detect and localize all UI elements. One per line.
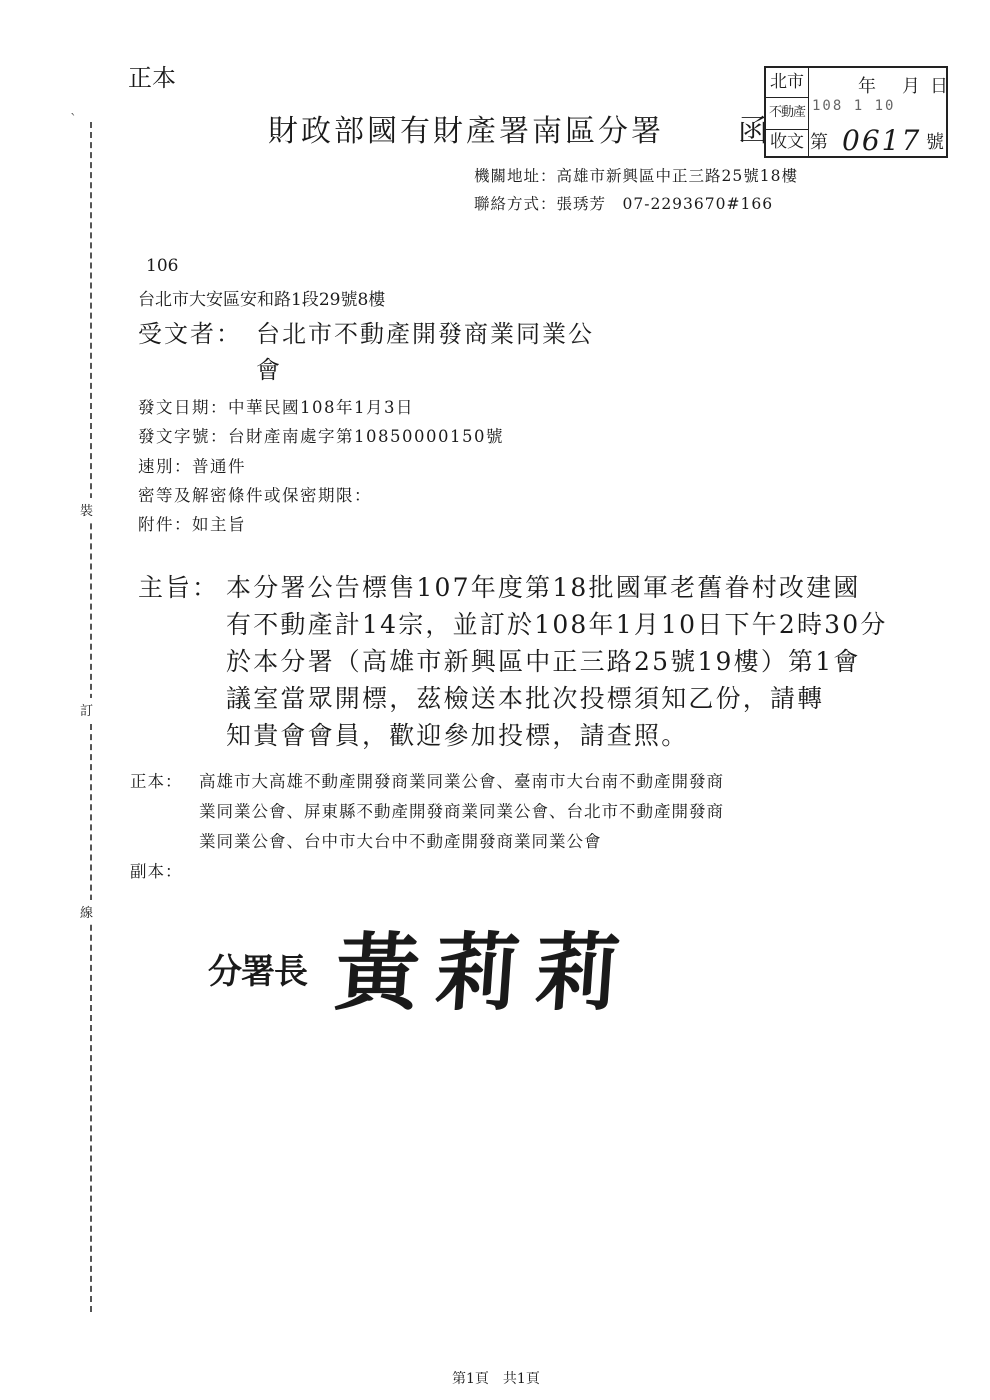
delivery-speed: 速別：普通件: [138, 457, 246, 476]
stamp-month-label: 月: [902, 76, 920, 97]
issue-number: 發文字號：台財產南處字第10850000150號: [138, 427, 504, 446]
receipt-stamp: [764, 66, 948, 158]
stamp-number-suffix: 號: [926, 132, 944, 153]
document-type: 函: [738, 114, 768, 149]
original-recipients-label: 正本：: [130, 772, 183, 791]
secrecy-level: 密等及解密條件或保密期限：: [138, 486, 372, 505]
stamp-day-label: 日: [930, 76, 948, 97]
original-recipients-line: 業同業公會、屏東縣不動產開發商業同業公會、台北市不動產開發商: [199, 802, 724, 821]
agency-title: 財政部國有財產署南區分署: [268, 114, 664, 149]
copy-recipients-label: 副本：: [130, 862, 183, 881]
contact-info: 聯絡方式：張琇芳 07-2293670#166: [474, 195, 774, 213]
subject-label: 主旨：: [138, 573, 220, 602]
stamp-org: 不動產: [766, 97, 809, 130]
original-recipients-line: 業同業公會、台中市大台中不動產開發商業同業公會: [199, 832, 602, 851]
original-recipients-line: 高雄市大高雄不動產開發商業同業公會、臺南市大台南不動產開發商: [199, 772, 724, 791]
page-number: 第1頁: [452, 1371, 489, 1387]
stamp-date-labels: [810, 70, 946, 96]
signatory-signature: 黃莉莉: [332, 923, 640, 1022]
stamp-year-label: 年: [858, 76, 876, 97]
stamp-date-value: 108 1 10: [812, 98, 896, 114]
signatory-title: 分署長: [208, 952, 307, 992]
recipient-label: 受文者：: [138, 320, 242, 348]
binding-mark-staple: 訂: [80, 698, 93, 721]
binding-tick: ˋ: [70, 112, 77, 128]
stamp-number-prefix: 第: [810, 132, 828, 153]
recipient-zip: 106: [146, 256, 179, 276]
copy-mark: 正本: [128, 64, 176, 92]
page-footer: [452, 1368, 554, 1388]
issue-date: 發文日期：中華民國108年1月3日: [138, 398, 414, 417]
agency-address: 機關地址：高雄市新興區中正三路25號18樓: [474, 167, 798, 185]
subject-line: 知貴會會員，歡迎參加投標，請查照。: [226, 721, 689, 750]
subject-line: 有不動產計14宗，並訂於108年1月10日下午2時30分: [226, 610, 888, 639]
stamp-received: 收文: [766, 129, 809, 156]
recipient-name-line2: 會: [256, 356, 280, 384]
subject-line: 本分署公告標售107年度第18批國軍老舊眷村改建國: [226, 573, 861, 602]
binding-mark-line: 線: [80, 900, 93, 923]
attachment: 附件：如主旨: [138, 515, 246, 534]
page-total: 共1頁: [502, 1371, 540, 1387]
stamp-city: 北市: [766, 68, 809, 98]
recipient-name-line1: 台北市不動產開發商業同業公: [256, 320, 594, 348]
recipient-address: 台北市大安區安和路1段29號8樓: [138, 290, 386, 310]
stamp-number: 0617: [842, 124, 922, 157]
binding-mark-bind: 裝: [80, 498, 93, 521]
subject-line: 議室當眾開標，茲檢送本批次投標須知乙份，請轉: [226, 684, 825, 713]
subject-line: 於本分署（高雄市新興區中正三路25號19樓）第1會: [226, 647, 861, 676]
